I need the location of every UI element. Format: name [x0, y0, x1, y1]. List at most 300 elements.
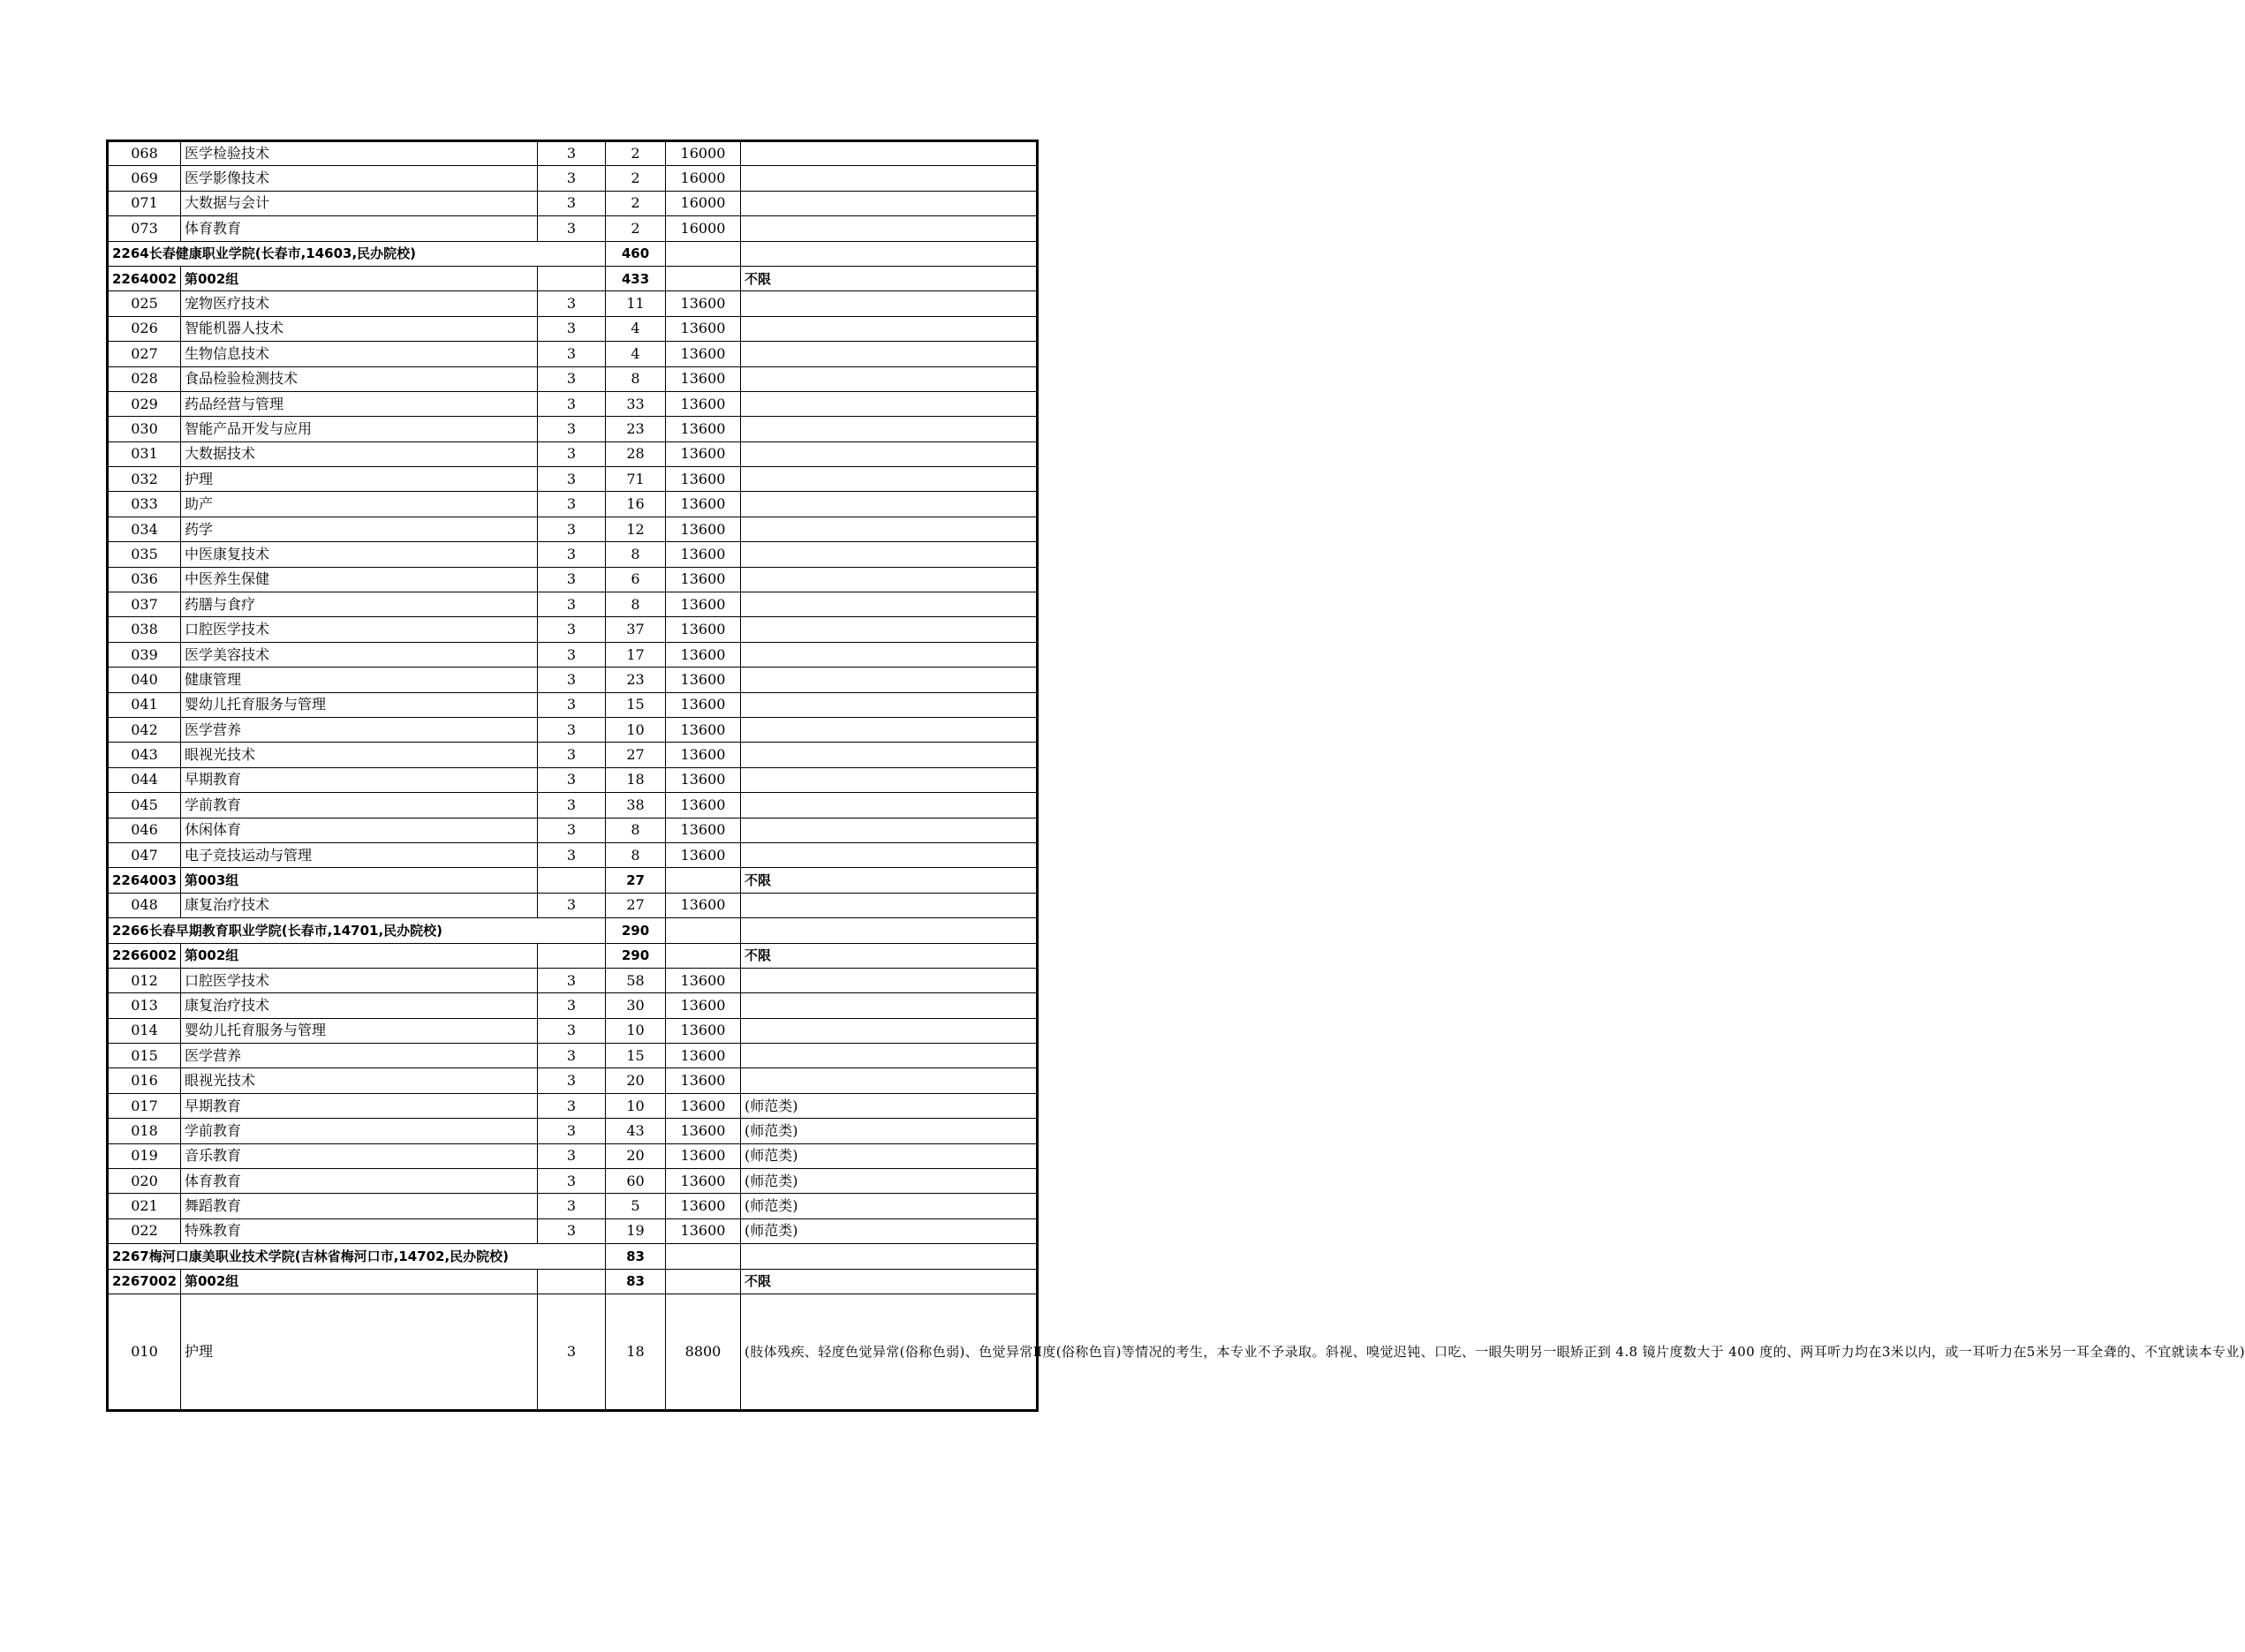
note-cell [741, 366, 1038, 391]
school-row [108, 241, 1038, 266]
plan-count-cell: 8 [606, 366, 666, 391]
major-code-cell: 071 [108, 191, 181, 215]
plan-count-cell: 30 [606, 993, 666, 1018]
fee-cell: 13600 [666, 642, 741, 667]
note-cell [741, 467, 1038, 492]
plan-count-cell: 8 [606, 542, 666, 567]
major-name-cell: 康复治疗技术 [181, 993, 538, 1018]
major-row [108, 668, 1038, 692]
major-name-cell: 药学 [181, 517, 538, 541]
plan-count-cell: 33 [606, 391, 666, 416]
fee-cell: 13600 [666, 1068, 741, 1093]
years-cell: 3 [538, 291, 606, 316]
major-code-cell: 016 [108, 1068, 181, 1093]
fee-cell: 13600 [666, 793, 741, 818]
fee-cell: 13600 [666, 717, 741, 742]
major-code-cell: 073 [108, 216, 181, 241]
group-row [108, 266, 1038, 290]
note-cell [741, 617, 1038, 642]
note-cell [741, 767, 1038, 792]
years-cell: 3 [538, 542, 606, 567]
fee-cell: 16000 [666, 166, 741, 191]
plan-count-cell: 4 [606, 342, 666, 366]
plan-count-cell: 2 [606, 191, 666, 215]
major-name-cell: 康复治疗技术 [181, 893, 538, 917]
years-cell: 3 [538, 743, 606, 767]
plan-count-cell: 18 [606, 1294, 666, 1410]
major-row [108, 316, 1038, 341]
years-cell: 3 [538, 642, 606, 667]
note-cell [741, 542, 1038, 567]
years-cell: 3 [538, 1068, 606, 1093]
major-name-cell: 学前教育 [181, 793, 538, 818]
fee-cell: 13600 [666, 993, 741, 1018]
note-cell [741, 441, 1038, 466]
major-name-cell: 医学营养 [181, 717, 538, 742]
major-code-cell: 068 [108, 141, 181, 166]
group-name-cell: 第002组 [181, 1269, 538, 1294]
major-code-cell: 045 [108, 793, 181, 818]
major-name-cell: 眼视光技术 [181, 743, 538, 767]
note-cell [741, 166, 1038, 191]
note-cell: (肢体残疾、轻度色觉异常(俗称色弱)、色觉异常Ⅱ度(俗称色盲)等情况的考生，本专业不予录取。斜视、嗅觉迟钝、口吃、一眼失明另一眼矫正到 4.8 镜片度数大于 400 度的、两耳听力均在3米以内，或一耳听力在5米另一耳全聋的、不宜就读本专业) [741, 1294, 1038, 1410]
major-name-cell: 药膳与食疗 [181, 592, 538, 617]
major-name-cell: 助产 [181, 492, 538, 517]
plan-count-cell: 71 [606, 467, 666, 492]
fee-cell: 13600 [666, 1044, 741, 1068]
fee-cell: 13600 [666, 467, 741, 492]
note-cell [741, 517, 1038, 541]
major-row [108, 391, 1038, 416]
major-code-cell: 014 [108, 1018, 181, 1043]
major-row [108, 1169, 1038, 1194]
school-title-cell: 2267梅河口康美职业技术学院(吉林省梅河口市,14702,民办院校) [108, 1244, 606, 1269]
plan-count-cell: 2 [606, 216, 666, 241]
group-row [108, 943, 1038, 968]
plan-count-cell: 10 [606, 717, 666, 742]
fee-cell: 16000 [666, 216, 741, 241]
note-cell [741, 342, 1038, 366]
major-row [108, 342, 1038, 366]
fee-cell [666, 943, 741, 968]
note-cell: 不限 [741, 266, 1038, 290]
major-code-cell: 037 [108, 592, 181, 617]
major-name-cell: 特殊教育 [181, 1218, 538, 1243]
years-cell: 3 [538, 441, 606, 466]
note-cell [741, 316, 1038, 341]
major-name-cell: 护理 [181, 467, 538, 492]
plan-count-cell: 18 [606, 767, 666, 792]
group-name-cell: 第002组 [181, 266, 538, 290]
note-cell [741, 993, 1038, 1018]
major-code-cell: 047 [108, 842, 181, 867]
major-row [108, 592, 1038, 617]
major-row [108, 767, 1038, 792]
years-cell: 3 [538, 1143, 606, 1168]
fee-cell [666, 241, 741, 266]
major-row [108, 1018, 1038, 1043]
major-row [108, 1093, 1038, 1118]
major-code-cell: 032 [108, 467, 181, 492]
years-cell [538, 1269, 606, 1294]
fee-cell: 13600 [666, 692, 741, 717]
years-cell: 3 [538, 617, 606, 642]
major-row [108, 968, 1038, 992]
major-name-cell: 大数据技术 [181, 441, 538, 466]
years-cell: 3 [538, 1018, 606, 1043]
plan-count-cell: 60 [606, 1169, 666, 1194]
fee-cell: 13600 [666, 893, 741, 917]
major-code-cell: 010 [108, 1294, 181, 1410]
note-cell: (师范类) [741, 1119, 1038, 1143]
plan-count-cell: 15 [606, 692, 666, 717]
major-code-cell: 034 [108, 517, 181, 541]
years-cell: 3 [538, 492, 606, 517]
years-cell [538, 943, 606, 968]
years-cell: 3 [538, 717, 606, 742]
major-row [108, 567, 1038, 592]
years-cell: 3 [538, 968, 606, 992]
note-cell [741, 793, 1038, 818]
major-code-cell: 038 [108, 617, 181, 642]
major-row [108, 617, 1038, 642]
major-row [108, 291, 1038, 316]
major-code-cell: 022 [108, 1218, 181, 1243]
plan-count-cell: 20 [606, 1143, 666, 1168]
group-row [108, 868, 1038, 893]
fee-cell: 13600 [666, 342, 741, 366]
fee-cell [666, 918, 741, 943]
note-cell [741, 842, 1038, 867]
group-name-cell: 第002组 [181, 943, 538, 968]
major-code-cell: 041 [108, 692, 181, 717]
plan-count-cell: 28 [606, 441, 666, 466]
major-name-cell: 药品经营与管理 [181, 391, 538, 416]
major-row [108, 743, 1038, 767]
major-name-cell: 音乐教育 [181, 1143, 538, 1168]
plan-count-cell: 8 [606, 842, 666, 867]
note-cell [741, 391, 1038, 416]
years-cell: 3 [538, 191, 606, 215]
major-name-cell: 智能产品开发与应用 [181, 417, 538, 441]
major-name-cell: 中医康复技术 [181, 542, 538, 567]
fee-cell: 16000 [666, 191, 741, 215]
plan-count-cell: 58 [606, 968, 666, 992]
note-cell: 不限 [741, 868, 1038, 893]
note-cell [741, 668, 1038, 692]
major-code-cell: 012 [108, 968, 181, 992]
years-cell: 3 [538, 342, 606, 366]
major-row [108, 993, 1038, 1018]
years-cell: 3 [538, 467, 606, 492]
major-code-cell: 021 [108, 1194, 181, 1218]
major-row [108, 417, 1038, 441]
major-row [108, 1068, 1038, 1093]
major-row [108, 842, 1038, 867]
note-cell: (师范类) [741, 1194, 1038, 1218]
major-code-cell: 013 [108, 993, 181, 1018]
major-code-cell: 043 [108, 743, 181, 767]
fee-cell: 13600 [666, 1093, 741, 1118]
years-cell: 3 [538, 366, 606, 391]
years-cell: 3 [538, 567, 606, 592]
years-cell: 3 [538, 793, 606, 818]
note-cell [741, 592, 1038, 617]
major-name-cell: 早期教育 [181, 1093, 538, 1118]
major-row [108, 893, 1038, 917]
fee-cell: 13600 [666, 492, 741, 517]
years-cell: 3 [538, 216, 606, 241]
major-code-cell: 036 [108, 567, 181, 592]
major-name-cell: 早期教育 [181, 767, 538, 792]
fee-cell [666, 266, 741, 290]
note-cell [741, 968, 1038, 992]
fee-cell: 13600 [666, 517, 741, 541]
plan-count-cell: 433 [606, 266, 666, 290]
major-code-cell: 018 [108, 1119, 181, 1143]
plan-count-cell: 10 [606, 1093, 666, 1118]
major-code-cell: 044 [108, 767, 181, 792]
major-row [108, 1044, 1038, 1068]
major-code-cell: 019 [108, 1143, 181, 1168]
group-code-cell: 2266002 [108, 943, 181, 968]
major-code-cell: 026 [108, 316, 181, 341]
major-code-cell: 015 [108, 1044, 181, 1068]
fee-cell: 13600 [666, 1169, 741, 1194]
fee-cell: 13600 [666, 441, 741, 466]
fee-cell: 13600 [666, 366, 741, 391]
years-cell: 3 [538, 391, 606, 416]
note-cell [741, 191, 1038, 215]
plan-count-cell: 27 [606, 743, 666, 767]
plan-count-cell: 10 [606, 1018, 666, 1043]
years-cell: 3 [538, 1194, 606, 1218]
years-cell: 3 [538, 517, 606, 541]
major-name-cell: 生物信息技术 [181, 342, 538, 366]
major-row [108, 692, 1038, 717]
note-cell [741, 642, 1038, 667]
enrollment-plan-table [106, 140, 2245, 1412]
major-name-cell: 口腔医学技术 [181, 968, 538, 992]
fee-cell: 13600 [666, 1218, 741, 1243]
years-cell: 3 [538, 417, 606, 441]
fee-cell: 13600 [666, 291, 741, 316]
plan-count-cell: 83 [606, 1244, 666, 1269]
note-cell [741, 141, 1038, 166]
note-cell [741, 1044, 1038, 1068]
major-row [108, 366, 1038, 391]
plan-count-cell: 2 [606, 141, 666, 166]
note-cell [741, 492, 1038, 517]
plan-count-cell: 5 [606, 1194, 666, 1218]
major-row [108, 1119, 1038, 1143]
major-code-cell: 046 [108, 818, 181, 842]
note-cell [741, 717, 1038, 742]
years-cell: 3 [538, 1294, 606, 1410]
school-title-cell: 2266长春早期教育职业学院(长春市,14701,民办院校) [108, 918, 606, 943]
years-cell: 3 [538, 592, 606, 617]
years-cell: 3 [538, 842, 606, 867]
note-cell [741, 893, 1038, 917]
plan-count-cell: 20 [606, 1068, 666, 1093]
major-row [108, 717, 1038, 742]
group-code-cell: 2264002 [108, 266, 181, 290]
major-code-cell: 039 [108, 642, 181, 667]
school-title-cell: 2264长春健康职业学院(长春市,14603,民办院校) [108, 241, 606, 266]
years-cell: 3 [538, 1044, 606, 1068]
plan-count-cell: 43 [606, 1119, 666, 1143]
major-name-cell: 眼视光技术 [181, 1068, 538, 1093]
major-row [108, 517, 1038, 541]
fee-cell [666, 1269, 741, 1294]
fee-cell [666, 868, 741, 893]
major-name-cell: 学前教育 [181, 1119, 538, 1143]
note-cell: 不限 [741, 1269, 1038, 1294]
major-row [108, 492, 1038, 517]
fee-cell [666, 1244, 741, 1269]
major-name-cell: 体育教育 [181, 216, 538, 241]
major-row [108, 191, 1038, 215]
plan-count-cell: 460 [606, 241, 666, 266]
major-name-cell: 口腔医学技术 [181, 617, 538, 642]
years-cell: 3 [538, 1169, 606, 1194]
fee-cell: 13600 [666, 316, 741, 341]
major-row [108, 166, 1038, 191]
note-cell: (师范类) [741, 1218, 1038, 1243]
fee-cell: 8800 [666, 1294, 741, 1410]
years-cell: 3 [538, 767, 606, 792]
plan-count-cell: 15 [606, 1044, 666, 1068]
fee-cell: 13600 [666, 842, 741, 867]
plan-count-cell: 17 [606, 642, 666, 667]
years-cell: 3 [538, 1119, 606, 1143]
major-row [108, 793, 1038, 818]
plan-count-cell: 290 [606, 918, 666, 943]
fee-cell: 13600 [666, 617, 741, 642]
major-name-cell: 舞蹈教育 [181, 1194, 538, 1218]
major-row [108, 1218, 1038, 1243]
plan-count-cell: 19 [606, 1218, 666, 1243]
major-code-cell: 048 [108, 893, 181, 917]
major-row [108, 818, 1038, 842]
major-code-cell: 025 [108, 291, 181, 316]
plan-count-cell: 38 [606, 793, 666, 818]
note-cell [741, 692, 1038, 717]
plan-count-cell: 37 [606, 617, 666, 642]
group-row [108, 1269, 1038, 1294]
major-row [108, 1294, 1038, 1410]
major-row [108, 216, 1038, 241]
major-row [108, 141, 1038, 166]
note-cell: 不限 [741, 943, 1038, 968]
major-code-cell: 042 [108, 717, 181, 742]
major-name-cell: 医学影像技术 [181, 166, 538, 191]
note-cell [741, 818, 1038, 842]
years-cell: 3 [538, 818, 606, 842]
plan-count-cell: 2 [606, 166, 666, 191]
major-code-cell: 069 [108, 166, 181, 191]
years-cell: 3 [538, 993, 606, 1018]
note-cell: (师范类) [741, 1169, 1038, 1194]
major-name-cell: 体育教育 [181, 1169, 538, 1194]
years-cell: 3 [538, 1093, 606, 1118]
plan-count-cell: 27 [606, 893, 666, 917]
major-code-cell: 020 [108, 1169, 181, 1194]
years-cell: 3 [538, 316, 606, 341]
note-cell [741, 1244, 1038, 1269]
major-name-cell: 休闲体育 [181, 818, 538, 842]
major-code-cell: 017 [108, 1093, 181, 1118]
major-name-cell: 护理 [181, 1294, 538, 1410]
major-code-cell: 027 [108, 342, 181, 366]
plan-count-cell: 16 [606, 492, 666, 517]
years-cell: 3 [538, 668, 606, 692]
years-cell: 3 [538, 166, 606, 191]
note-cell [741, 241, 1038, 266]
major-name-cell: 婴幼儿托育服务与管理 [181, 1018, 538, 1043]
fee-cell: 13600 [666, 668, 741, 692]
plan-count-cell: 23 [606, 668, 666, 692]
plan-count-cell: 6 [606, 567, 666, 592]
major-name-cell: 电子竞技运动与管理 [181, 842, 538, 867]
note-cell [741, 567, 1038, 592]
major-code-cell: 031 [108, 441, 181, 466]
major-code-cell: 029 [108, 391, 181, 416]
major-code-cell: 030 [108, 417, 181, 441]
fee-cell: 13600 [666, 1143, 741, 1168]
fee-cell: 13600 [666, 1194, 741, 1218]
plan-count-cell: 27 [606, 868, 666, 893]
group-code-cell: 2267002 [108, 1269, 181, 1294]
table-body [108, 141, 2245, 1411]
years-cell [538, 868, 606, 893]
major-code-cell: 035 [108, 542, 181, 567]
years-cell: 3 [538, 1218, 606, 1243]
major-row [108, 642, 1038, 667]
note-cell [741, 1018, 1038, 1043]
note-cell [741, 918, 1038, 943]
plan-count-cell: 83 [606, 1269, 666, 1294]
note-cell: (师范类) [741, 1143, 1038, 1168]
fee-cell: 13600 [666, 417, 741, 441]
fee-cell: 13600 [666, 1018, 741, 1043]
years-cell: 3 [538, 692, 606, 717]
note-cell [741, 743, 1038, 767]
fee-cell: 13600 [666, 1119, 741, 1143]
major-name-cell: 中医养生保健 [181, 567, 538, 592]
plan-count-cell: 11 [606, 291, 666, 316]
note-cell [741, 417, 1038, 441]
plan-count-cell: 23 [606, 417, 666, 441]
major-name-cell: 医学美容技术 [181, 642, 538, 667]
school-row [108, 918, 1038, 943]
note-cell: (师范类) [741, 1093, 1038, 1118]
group-name-cell: 第003组 [181, 868, 538, 893]
major-code-cell: 033 [108, 492, 181, 517]
major-name-cell: 婴幼儿托育服务与管理 [181, 692, 538, 717]
plan-count-cell: 290 [606, 943, 666, 968]
group-code-cell: 2264003 [108, 868, 181, 893]
fee-cell: 13600 [666, 767, 741, 792]
note-cell [741, 291, 1038, 316]
major-name-cell: 食品检验检测技术 [181, 366, 538, 391]
major-row [108, 1194, 1038, 1218]
school-row [108, 1244, 1038, 1269]
fee-cell: 16000 [666, 141, 741, 166]
years-cell [538, 266, 606, 290]
fee-cell: 13600 [666, 592, 741, 617]
fee-cell: 13600 [666, 542, 741, 567]
